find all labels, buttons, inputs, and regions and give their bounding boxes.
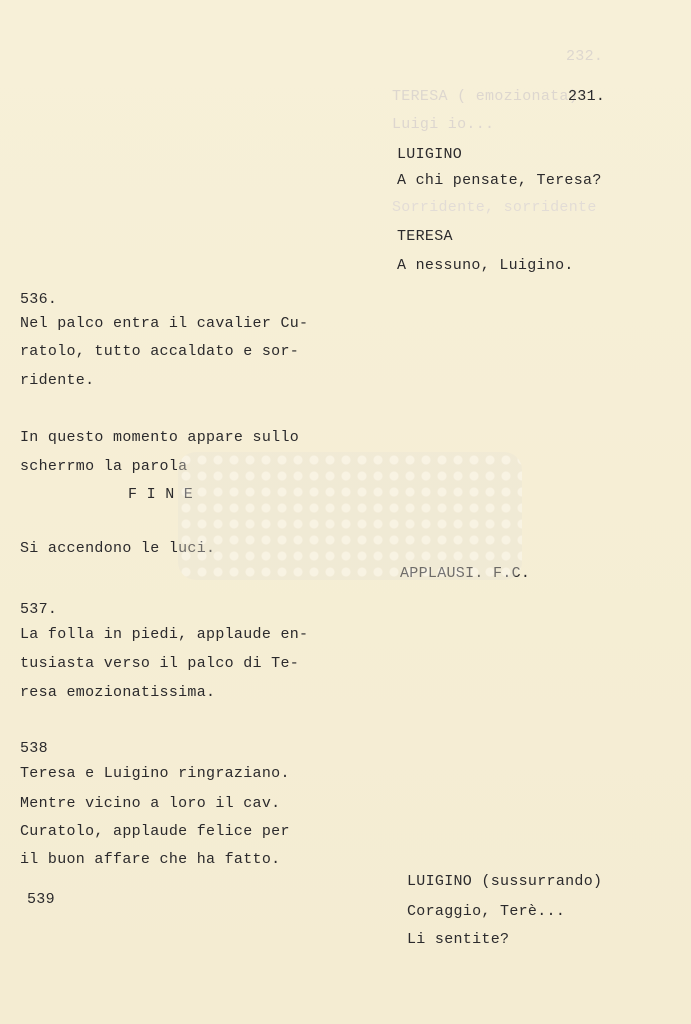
speaker-teresa: TERESA — [397, 228, 453, 245]
scene-number-536: 536. — [20, 291, 58, 308]
scene-number-538: 538 — [20, 740, 48, 757]
dialogue-line: A chi pensate, Teresa? — [397, 172, 602, 189]
scene-number-537: 537. — [20, 601, 58, 618]
scene-text-line: scherrmo la parola — [20, 458, 188, 475]
page-number: 231. — [568, 88, 606, 105]
scene-text-line: tusiasta verso il palco di Te- — [20, 655, 300, 672]
scene-text-line: ratolo, tutto accaldato e sor- — [20, 343, 300, 360]
ghost-stage-direction: Sorridente, sorridente — [392, 199, 597, 216]
speaker-luigino-whispering: LUIGINO (sussurrando) — [407, 873, 603, 890]
dialogue-line: Coraggio, Terè... — [407, 903, 566, 920]
scene-text-line: Teresa e Luigino ringraziano. — [20, 765, 290, 782]
dialogue-line: A nessuno, Luigino. — [397, 257, 574, 274]
end-title: F I N E — [128, 486, 194, 503]
scene-text-line: ridente. — [20, 372, 95, 389]
archive-watermark — [178, 452, 522, 580]
scene-text-line: La folla in piedi, applaude en- — [20, 626, 309, 643]
sound-cue-applause: APPLAUSI. F.C. — [400, 565, 531, 582]
speaker-luigino: LUIGINO — [397, 146, 463, 163]
scene-text-line: resa emozionatissima. — [20, 684, 216, 701]
scene-text-line: Si accendono le luci. — [20, 540, 216, 557]
ghost-line: Luigi io... — [392, 116, 495, 133]
ghost-page-number: 232. — [566, 48, 604, 65]
dialogue-line: Li sentite? — [407, 931, 510, 948]
ghost-speaker: TERESA ( emozionata) — [392, 88, 579, 105]
scene-text-line: In questo momento appare sullo — [20, 429, 300, 446]
scene-text-line: Curatolo, applaude felice per — [20, 823, 290, 840]
scene-number-539: 539 — [27, 891, 55, 908]
scene-text-line: Nel palco entra il cavalier Cu- — [20, 315, 309, 332]
scene-text-line: Mentre vicino a loro il cav. — [20, 795, 281, 812]
scene-text-line: il buon affare che ha fatto. — [20, 851, 281, 868]
